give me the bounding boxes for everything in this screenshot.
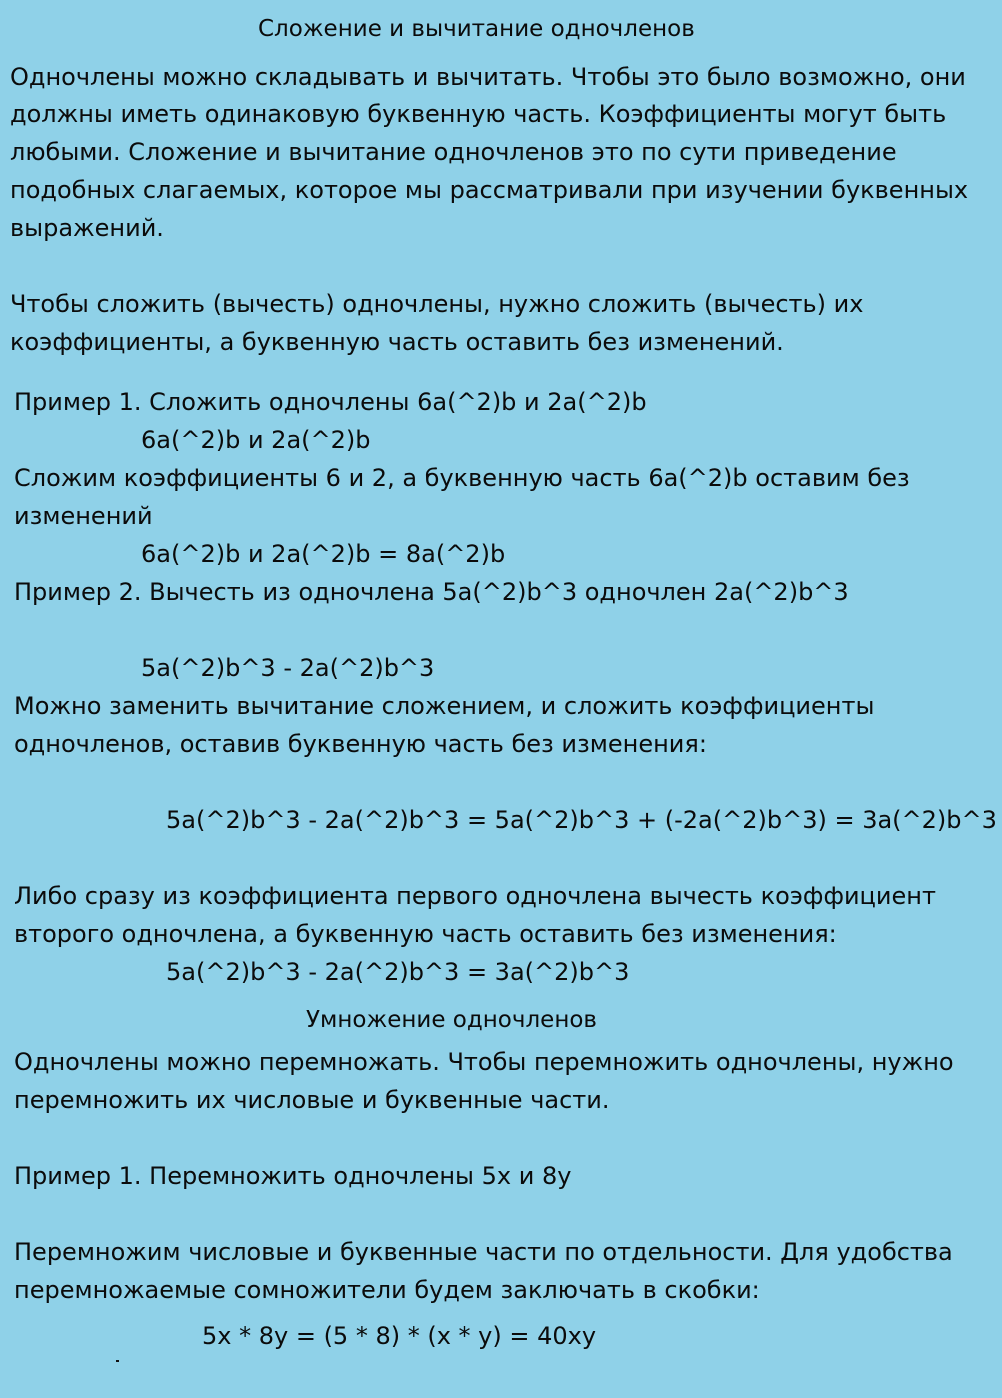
multiplication-example-heading: Пример 1. Перемножить одночлены 5x и 8y [14,1162,572,1190]
example-2-method-2-text: Либо сразу из коэффициента первого одночлена вычесть коэффициент [14,882,936,910]
section-title-multiplication: Умножение одночленов [306,1007,597,1033]
example-2-method-1-formula: 5a(^2)b^3 - 2a(^2)b^3 = 5a(^2)b^3 + (-2a(^2)b^3) = 3a(^2)b^3 [166,806,997,834]
multiplication-example-formula: 5x * 8y = (5 * 8) * (x * y) = 40xy [202,1322,597,1350]
multiplication-example-explanation: перемножаемые сомножители будем заключать в скобки: [14,1276,760,1304]
multiplication-example-explanation: Перемножим числовые и буквенные части по отдельности. Для удобства [14,1238,953,1266]
rule-line: коэффициенты, а буквенную часть оставить без изменений. [10,328,784,356]
example-2-expression: 5a(^2)b^3 - 2a(^2)b^3 [141,654,435,682]
example-2-method-1-text: Можно заменить вычитание сложением, и сложить коэффициенты [14,692,875,720]
example-1-result: 6a(^2)b и 2a(^2)b = 8a(^2)b [141,540,506,568]
section-title-addition: Сложение и вычитание одночленов [258,16,695,42]
example-2-method-2-formula: 5a(^2)b^3 - 2a(^2)b^3 = 3a(^2)b^3 [166,958,630,986]
multiplication-intro-line: Одночлены можно перемножать. Чтобы перемножить одночлены, нужно [14,1048,954,1076]
example-2-method-1-text: одночленов, оставив буквенную часть без изменения: [14,730,707,758]
intro-line: должны иметь одинаковую буквенную часть. Коэффициенты могут быть [10,100,947,128]
example-2-method-2-text: второго одночлена, а буквенную часть оставить без изменения: [14,920,837,948]
example-1-explanation: Сложим коэффициенты 6 и 2, а буквенную часть 6a(^2)b оставим без [14,464,910,492]
example-1-heading: Пример 1. Сложить одночлены 6a(^2)b и 2a(^2)b [14,388,647,416]
rule-line: Чтобы сложить (вычесть) одночлены, нужно сложить (вычесть) их [10,290,864,318]
multiplication-intro-line: перемножить их числовые и буквенные части. [14,1086,610,1114]
example-2-heading: Пример 2. Вычесть из одночлена 5a(^2)b^3 одночлен 2a(^2)b^3 [14,578,849,606]
intro-line: подобных слагаемых, которое мы рассматривали при изучении буквенных [10,176,969,204]
intro-line: Одночлены можно складывать и вычитать. Чтобы это было возможно, они [10,63,966,91]
example-1-expression: 6a(^2)b и 2a(^2)b [141,426,371,454]
intro-line: выражений. [10,214,164,242]
stray-mark [116,1360,119,1362]
example-1-explanation: изменений [14,502,153,530]
intro-line: любыми. Сложение и вычитание одночленов это по сути приведение [10,138,897,166]
